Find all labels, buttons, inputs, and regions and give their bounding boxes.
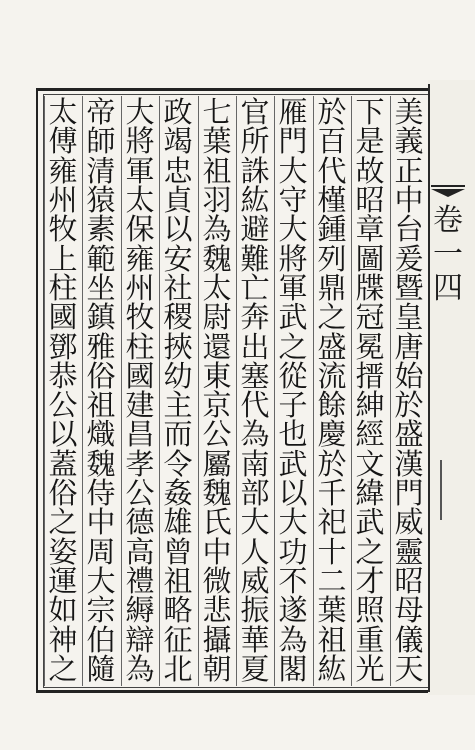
glyph: 主 [163,388,193,423]
glyph: 二 [317,564,347,598]
glyph: 為 [202,212,232,247]
glyph: 清 [86,153,116,188]
glyph: 列 [317,241,347,276]
glyph: 母 [394,593,424,628]
glyph: 葉 [317,593,347,628]
glyph: 誅 [240,153,270,188]
glyph: 太 [48,95,78,129]
glyph: 侍 [86,476,116,511]
glyph: 隨 [86,651,116,686]
glyph: 屬 [202,446,232,481]
glyph: 雅 [86,329,116,364]
glyph: 天 [394,651,424,686]
glyph: 亡 [240,270,270,305]
glyph: 漢 [394,446,424,481]
glyph: 姦 [163,476,193,511]
glyph: 俗 [48,476,78,511]
glyph: 師 [86,124,116,159]
glyph: 紘 [240,182,270,217]
glyph: 軍 [125,153,155,188]
glyph: 盛 [317,329,347,364]
glyph: 尉 [202,300,232,335]
glyph: 子 [278,388,308,423]
glyph: 美 [394,95,424,129]
glyph: 所 [240,124,270,159]
glyph: 而 [163,417,193,452]
glyph: 幼 [163,358,193,393]
text-column [237,95,273,686]
glyph: 代 [317,153,347,188]
glyph: 經 [355,417,385,452]
glyph: 始 [394,358,424,393]
glyph: 羽 [202,182,232,217]
glyph: 槿 [317,182,347,217]
glyph: 稷 [163,300,193,335]
glyph: 十 [317,534,347,569]
glyph: 微 [202,564,232,598]
glyph: 攝 [202,622,232,657]
glyph: 部 [240,476,270,511]
glyph: 大 [278,153,308,188]
glyph: 閣 [278,651,308,686]
glyph: 帝 [86,95,116,129]
glyph: 周 [86,534,116,569]
glyph: 照 [355,593,385,628]
glyph: 之 [355,534,385,569]
glyph: 忠 [163,153,193,188]
glyph: 氏 [202,505,232,540]
glyph: 建 [125,388,155,423]
glyph: 威 [394,505,424,540]
glyph: 政 [163,95,193,129]
glyph: 之 [48,651,78,686]
glyph: 爰 [394,241,424,276]
glyph: 也 [278,417,308,452]
fold-margin-left-rule [428,84,430,692]
glyph: 不 [278,564,308,598]
glyph: 光 [355,651,385,686]
glyph: 京 [202,388,232,423]
text-column [275,95,311,686]
glyph: 文 [355,446,385,481]
glyph: 中 [86,505,116,540]
glyph: 令 [163,446,193,481]
glyph: 俗 [86,358,116,393]
glyph: 安 [163,241,193,276]
glyph: 人 [240,534,270,569]
glyph: 辯 [125,622,155,657]
glyph: 門 [278,124,308,159]
glyph: 還 [202,329,232,364]
glyph: 雄 [163,505,193,540]
glyph: 暨 [394,270,424,305]
glyph: 挾 [163,329,193,364]
glyph: 唐 [394,329,424,364]
glyph: 台 [394,212,424,247]
glyph: 大 [86,564,116,598]
glyph: 坐 [86,270,116,305]
glyph: 州 [125,270,155,305]
glyph: 昭 [355,182,385,217]
glyph: 冕 [355,329,385,364]
glyph: 百 [317,124,347,159]
glyph: 葉 [202,124,232,159]
glyph: 門 [394,476,424,511]
glyph: 將 [125,124,155,159]
glyph: 柱 [48,270,78,305]
glyph: 遂 [278,593,308,628]
glyph: 上 [48,241,78,276]
glyph: 軍 [278,270,308,305]
glyph: 靈 [394,534,424,569]
fold-label-glyph: 四 [433,271,463,306]
glyph: 皇 [394,300,424,335]
glyph: 姿 [48,534,78,569]
glyph: 素 [86,212,116,247]
glyph: 貞 [163,182,193,217]
glyph: 難 [240,241,270,276]
glyph: 征 [163,622,193,657]
glyph: 禮 [125,564,155,598]
fold-margin [428,80,475,695]
glyph: 餘 [317,388,347,423]
glyph: 振 [240,593,270,628]
glyph: 於 [317,95,347,129]
glyph: 宗 [86,593,116,628]
glyph: 魏 [202,476,232,511]
glyph: 神 [48,622,78,657]
glyph: 以 [48,417,78,452]
glyph: 將 [278,241,308,276]
glyph: 大 [240,505,270,540]
glyph: 之 [48,505,78,540]
text-column [352,95,388,686]
glyph: 太 [125,182,155,217]
glyph: 為 [240,417,270,452]
glyph: 避 [240,212,270,247]
glyph: 是 [355,124,385,159]
glyph: 孝 [125,446,155,481]
glyph: 搢 [355,358,385,393]
glyph: 鍾 [317,212,347,247]
glyph: 公 [202,417,232,452]
glyph: 為 [278,622,308,657]
glyph: 運 [48,564,78,598]
glyph: 武 [278,300,308,335]
glyph: 牧 [48,212,78,247]
glyph: 猿 [86,182,116,217]
glyph: 雍 [125,241,155,276]
glyph: 範 [86,241,116,276]
glyph: 社 [163,270,193,305]
glyph: 雍 [48,153,78,188]
glyph: 官 [240,95,270,129]
glyph: 伯 [86,622,116,657]
glyph: 於 [317,446,347,481]
glyph: 中 [202,534,232,569]
glyph: 正 [394,153,424,188]
glyph: 於 [394,388,424,423]
glyph: 夏 [240,651,270,686]
glyph: 盛 [394,417,424,452]
glyph: 公 [125,476,155,511]
text-column [45,95,81,686]
glyph: 章 [355,212,385,247]
text-column [199,95,235,686]
glyph: 祖 [86,388,116,423]
glyph: 雁 [278,95,308,129]
glyph: 德 [125,505,155,540]
fold-label-glyph: 一 [433,237,463,272]
glyph: 傅 [48,124,78,159]
glyph: 武 [355,505,385,540]
glyph: 大 [125,95,155,129]
glyph: 才 [355,564,385,598]
glyph: 大 [278,212,308,247]
glyph: 東 [202,358,232,393]
text-column [314,95,350,686]
glyph: 下 [355,95,385,129]
glyph: 儀 [394,622,424,657]
glyph: 柱 [125,329,155,364]
glyph: 之 [278,329,308,364]
glyph: 魏 [202,241,232,276]
glyph: 曾 [163,534,193,569]
glyph: 如 [48,593,78,628]
glyph: 守 [278,182,308,217]
glyph: 七 [202,95,232,129]
glyph: 義 [394,124,424,159]
glyph: 祖 [317,622,347,657]
glyph: 竭 [163,124,193,159]
glyph: 中 [394,182,424,217]
text-column [122,95,158,686]
glyph: 鄧 [48,329,78,364]
glyph: 太 [202,270,232,305]
glyph: 魏 [86,446,116,481]
glyph: 奔 [240,300,270,335]
glyph: 國 [48,300,78,335]
glyph: 慶 [317,417,347,452]
glyph: 恭 [48,358,78,393]
glyph: 南 [240,446,270,481]
text-column [83,95,119,686]
glyph: 祖 [202,153,232,188]
glyph: 以 [163,212,193,247]
glyph: 昭 [394,564,424,598]
glyph: 悲 [202,593,232,628]
glyph: 千 [317,476,347,511]
glyph: 緯 [355,476,385,511]
glyph: 縟 [125,593,155,628]
fold-label-glyph: 卷 [433,203,463,238]
glyph: 公 [48,388,78,423]
glyph: 朝 [202,651,232,686]
glyph: 祀 [317,505,347,540]
glyph: 之 [317,300,347,335]
glyph: 略 [163,593,193,628]
glyph: 流 [317,358,347,393]
glyph: 華 [240,622,270,657]
glyph: 州 [48,182,78,217]
glyph: 國 [125,358,155,393]
glyph: 蓋 [48,446,78,481]
glyph: 從 [278,358,308,393]
glyph: 冠 [355,300,385,335]
glyph: 熾 [86,417,116,452]
fish-tail-mark [431,185,465,197]
glyph: 高 [125,534,155,569]
glyph: 故 [355,153,385,188]
glyph: 出 [240,329,270,364]
glyph: 牧 [125,300,155,335]
glyph: 塞 [240,358,270,393]
glyph: 牒 [355,270,385,305]
glyph: 祖 [163,564,193,598]
fold-label [432,204,464,306]
text-column [391,95,427,686]
text-column [160,95,196,686]
glyph: 北 [163,651,193,686]
glyph: 代 [240,388,270,423]
glyph: 威 [240,564,270,598]
glyph: 為 [125,651,155,686]
glyph: 以 [278,476,308,511]
glyph: 保 [125,212,155,247]
glyph: 鎮 [86,300,116,335]
glyph: 重 [355,622,385,657]
glyph: 紳 [355,388,385,423]
glyph: 鼎 [317,270,347,305]
glyph: 昌 [125,417,155,452]
ink-mark [440,460,442,520]
glyph: 功 [278,534,308,569]
glyph: 武 [278,446,308,481]
glyph: 紘 [317,651,347,686]
glyph: 大 [278,505,308,540]
glyph: 圖 [355,241,385,276]
